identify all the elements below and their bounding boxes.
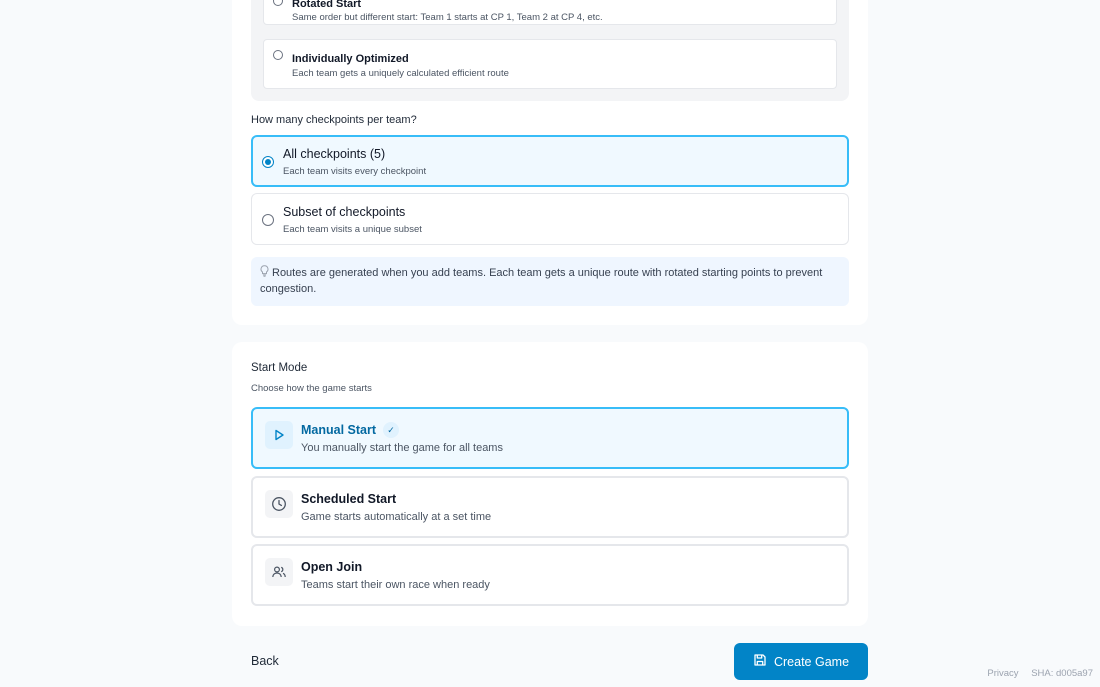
route-option-title: Rotated Start: [292, 0, 362, 10]
selected-check-icon: ✓: [383, 422, 399, 438]
start-mode-title: Start Mode: [251, 362, 308, 374]
checkpoint-option-all[interactable]: [251, 135, 849, 187]
route-info-text: Routes are generated when you add teams. Each team gets a unique route with rotated starting points to prevent congestion.: [260, 267, 823, 295]
checkpoint-option-description: Each team visits a unique subset: [283, 224, 422, 235]
start-mode-option-description: Teams start their own race when ready: [301, 579, 490, 591]
privacy-link[interactable]: Privacy: [987, 668, 1019, 679]
start-mode-option-title: Manual Start: [301, 423, 377, 437]
users-icon: [265, 558, 293, 586]
build-sha: SHA: d005a97: [1031, 668, 1093, 679]
route-settings-card: [232, 0, 868, 325]
start-mode-subtitle: Choose how the game starts: [251, 383, 372, 394]
back-button[interactable]: Back: [251, 654, 279, 668]
checkpoint-option-description: Each team visits every checkpoint: [283, 166, 427, 177]
clock-icon: [265, 490, 293, 518]
route-option-individually-optimized[interactable]: [263, 39, 837, 89]
start-mode-option-title: Open Join: [301, 560, 363, 574]
checkpoint-radio[interactable]: [262, 214, 274, 226]
play-icon: [265, 421, 293, 449]
route-option-description: Each team gets a uniquely calculated efficient route: [292, 68, 509, 79]
checkpoint-option-subset[interactable]: [251, 193, 849, 245]
route-option-title: Individually Optimized: [292, 53, 409, 65]
start-mode-card: [232, 342, 868, 626]
checkpoint-radio-selected[interactable]: [262, 156, 274, 168]
checkpoint-option-title: All checkpoints (5): [283, 147, 386, 161]
footer: [977, 668, 1093, 679]
create-game-label: Create Game: [773, 654, 850, 669]
start-mode-option-description: You manually start the game for all teams: [301, 442, 503, 454]
start-mode-option-title: Scheduled Start: [301, 492, 397, 506]
lightbulb-icon: [260, 267, 269, 279]
start-mode-option-description: Game starts automatically at a set time: [301, 511, 492, 523]
start-mode-manual[interactable]: [251, 407, 849, 469]
checkpoint-option-title: Subset of checkpoints: [283, 205, 406, 219]
route-option-radio[interactable]: [273, 50, 283, 60]
checkpoints-question: How many checkpoints per team?: [251, 114, 417, 126]
create-game-button[interactable]: [734, 643, 868, 680]
route-option-radio[interactable]: [273, 0, 283, 6]
route-option-rotated-start[interactable]: [263, 0, 837, 25]
route-info-box: [251, 257, 849, 306]
start-mode-open-join[interactable]: [251, 544, 849, 606]
route-option-description: Same order but different start: Team 1 starts at CP 1, Team 2 at CP 4, etc.: [292, 12, 603, 23]
start-mode-scheduled[interactable]: [251, 476, 849, 538]
save-icon: [753, 653, 767, 670]
route-order-group: [251, 0, 849, 101]
